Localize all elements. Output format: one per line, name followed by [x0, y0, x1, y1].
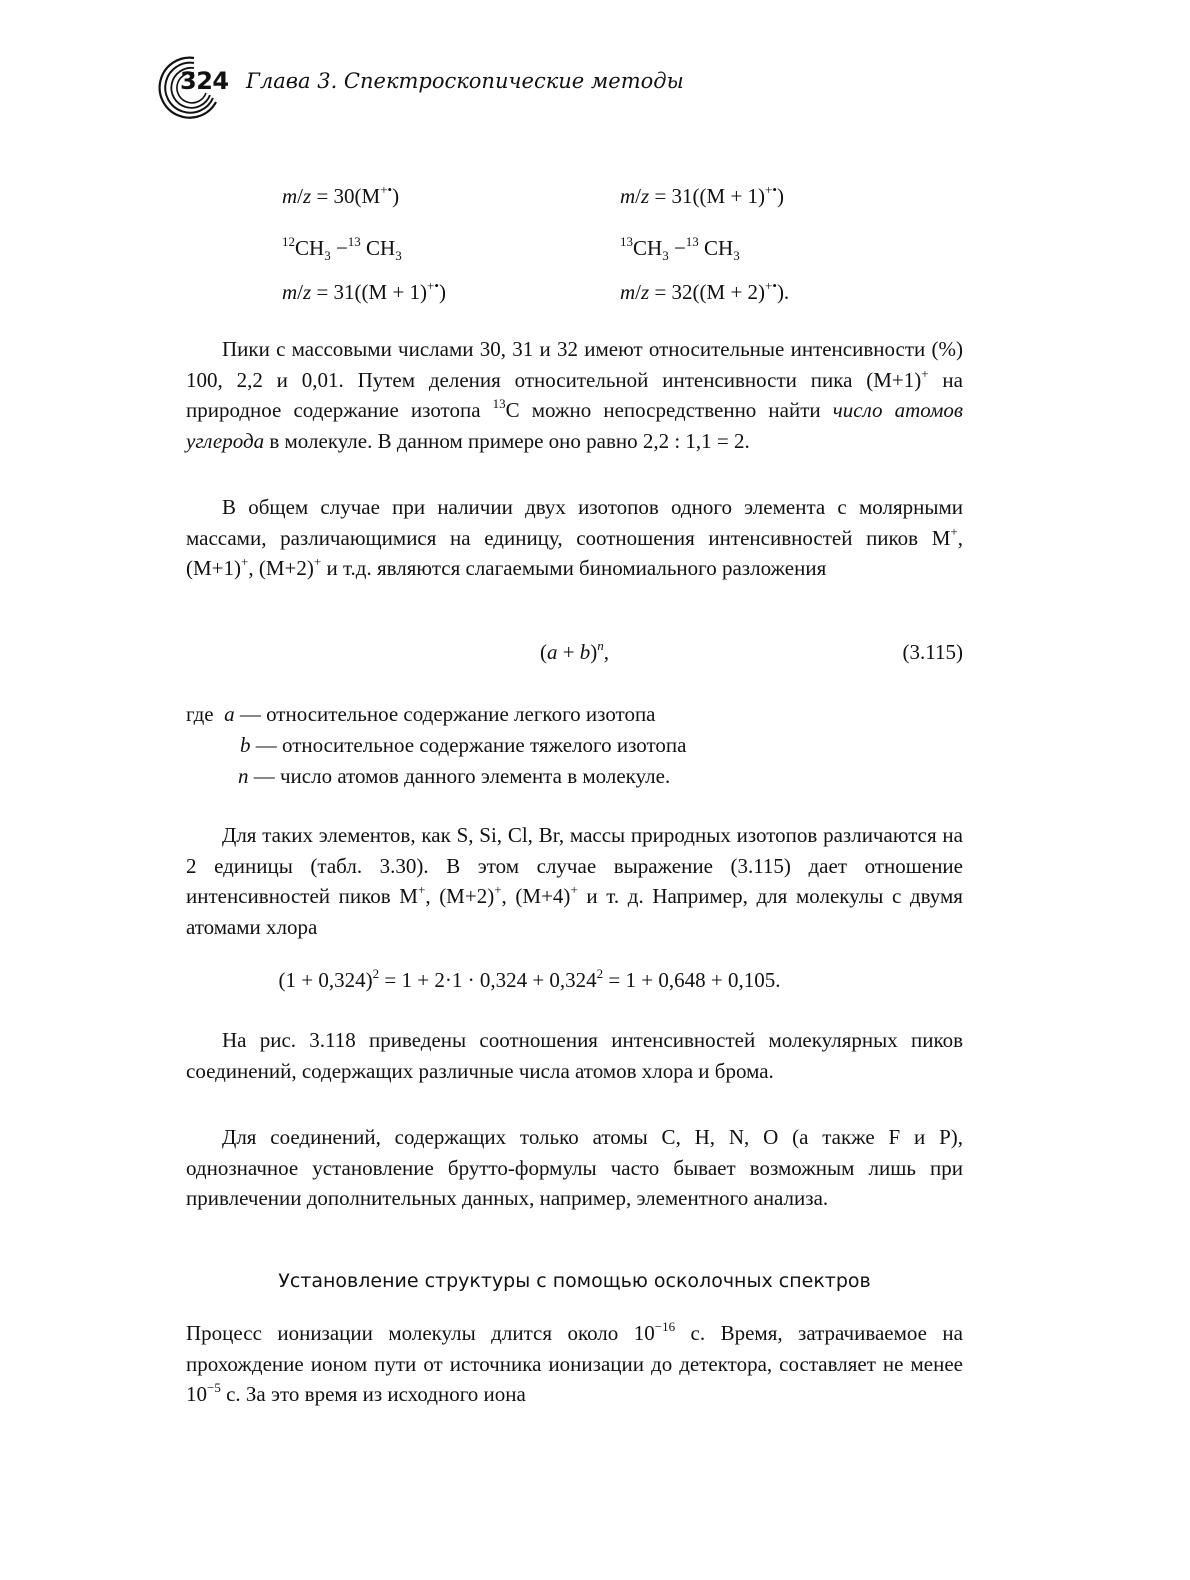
- paragraph-4: На рис. 3.118 приведены соотношения интенсивностей молекулярных пиков соединений, содержащих различные числа атомов хлора и брома.: [186, 1028, 963, 1083]
- section-heading: Установление структуры с помощью осколочных спектров: [278, 1270, 871, 1292]
- chapter-title: Глава 3. Спектроскопические методы: [246, 69, 684, 93]
- formula-r3-left: m/z = 31((M + 1)+•): [282, 278, 446, 304]
- formula-r1-left: m/z = 30(M+•): [282, 182, 400, 208]
- where-b: b — относительное содержание тяжелого изотопа: [240, 733, 687, 757]
- book-page: 324 Глава 3. Спектроскопические методы m/z = 30(M+•) m/z = 31((M + 1)+•) $^{12}CH_3 -^{13}$ $CH_3$ $^{13}CH_3 -^{13}$ $CH_3$ m/z = 31((M + 1)+•) m/z = 32((M + 2)+•). Пики с массовыми числами 30, 31 и 32 имеют относительные интенсивности (%) 100, 2,2 и 0,01. Путем деления относительной интенсивности пика (M+1)+ на природное содержание изотопа $^{13}$C можно непосредственно найти число атомов углерода в молекуле. В данном примере оно равно 2,2 : 1,1 = 2. В общем случае при наличии двух изотопов одного элемента с молярными массами, различающимися на единицу, соотношения интенсивностей пиков M+, (M+1)+, (M+2)+ и т.д. являются слагаемыми биномиального разложения $(a + b)^n$, (3.115) где a — относительное содержание легкого изотопа b — относительное содержание тяжелого изотопа n — число атомов данного элемента в молекуле. Для таких элементов, как S, Si, Cl, Br, массы природных изотопов различаются на 2 единицы (табл. 3.30). В этом случае выражение (3.115) дает отношение интенсивностей пиков M+, (M+2)+, (M+4)+ и т. д. Например, для молекулы с двумя атомами хлора $(1 + 0,324)^2 = 1 + 2\cdot 1 \cdot 0,324 + 0,324^2 = 1 + 0,648 + 0,105$. На рис. 3.118 приведены соотношения интенсивностей молекулярных пиков соединений, содержащих различные числа атомов хлора и брома. Для соединений, содержащих только атомы C, H, N, O (а также F и P), однозначное установление брутто-формулы часто бывает возможным лишь при привлечении дополнительных данных, например, элементного анализа. Установление структуры с помощью осколочных спектров Процесс ионизации молекулы длится около $10^{-16}$ с. Время, затрачиваемое на прохождение ионом пути от источника ионизации до детектора, составляет не менее $10^{-5}$ с. За это время из исходного иона: [0, 0, 1190, 1580]
- paragraph-1: Пики с массовыми числами 30, 31 и 32 имеют относительные интенсивности (%) 100, 2,2 и 0,01. Путем деления относительной интенсивности пика (M+1)+ на природное содержание изотопа $^{13}$C можно непосредственно найти число атомов углерода в молекуле. В данном примере оно равно 2,2 : 1,1 = 2.: [186, 337, 963, 453]
- where-n: n — число атомов данного элемента в молекуле.: [238, 764, 671, 788]
- emphasis-carbon-count: число атомов углерода: [186, 398, 963, 453]
- formula-r2-left: $^{12}CH_3 -^{13}$ $CH_3$: [282, 234, 402, 263]
- equation-3115-number: (3.115): [902, 640, 963, 664]
- formula-r3-right: m/z = 32((M + 2)+•).: [620, 278, 790, 304]
- formula-r2-right: $^{13}CH_3 -^{13}$ $CH_3$: [620, 234, 740, 263]
- where-a: где a — относительное содержание легкого изотопа: [186, 702, 656, 726]
- page-number: 324: [180, 67, 229, 95]
- paragraph-3: Для таких элементов, как S, Si, Cl, Br, массы природных изотопов различаются на 2 единицы (табл. 3.30). В этом случае выражение (3.115) дает отношение интенсивностей пиков M+, (M+2)+, (M+4)+ и т. д. Например, для молекулы с двумя атомами хлора: [186, 823, 963, 939]
- paragraph-5: Для соединений, содержащих только атомы C, H, N, O (а также F и P), однозначное установление брутто-формулы часто бывает возможным лишь при привлечении дополнительных данных, например, элементного анализа.: [186, 1125, 963, 1210]
- paragraph-6: Процесс ионизации молекулы длится около $10^{-16}$ с. Время, затрачиваемое на прохождение ионом пути от источника ионизации до детектора, составляет не менее $10^{-5}$ с. За это время из исходного иона: [186, 1319, 963, 1406]
- paragraph-2: В общем случае при наличии двух изотопов одного элемента с молярными массами, различающимися на единицу, соотношения интенсивностей пиков M+, (M+1)+, (M+2)+ и т.д. являются слагаемыми биномиального разложения: [186, 495, 963, 580]
- formula-r1-right: m/z = 31((M + 1)+•): [620, 182, 784, 208]
- equation-3115-expr: $(a + b)^n$,: [539, 638, 610, 664]
- page-header: [154, 52, 714, 122]
